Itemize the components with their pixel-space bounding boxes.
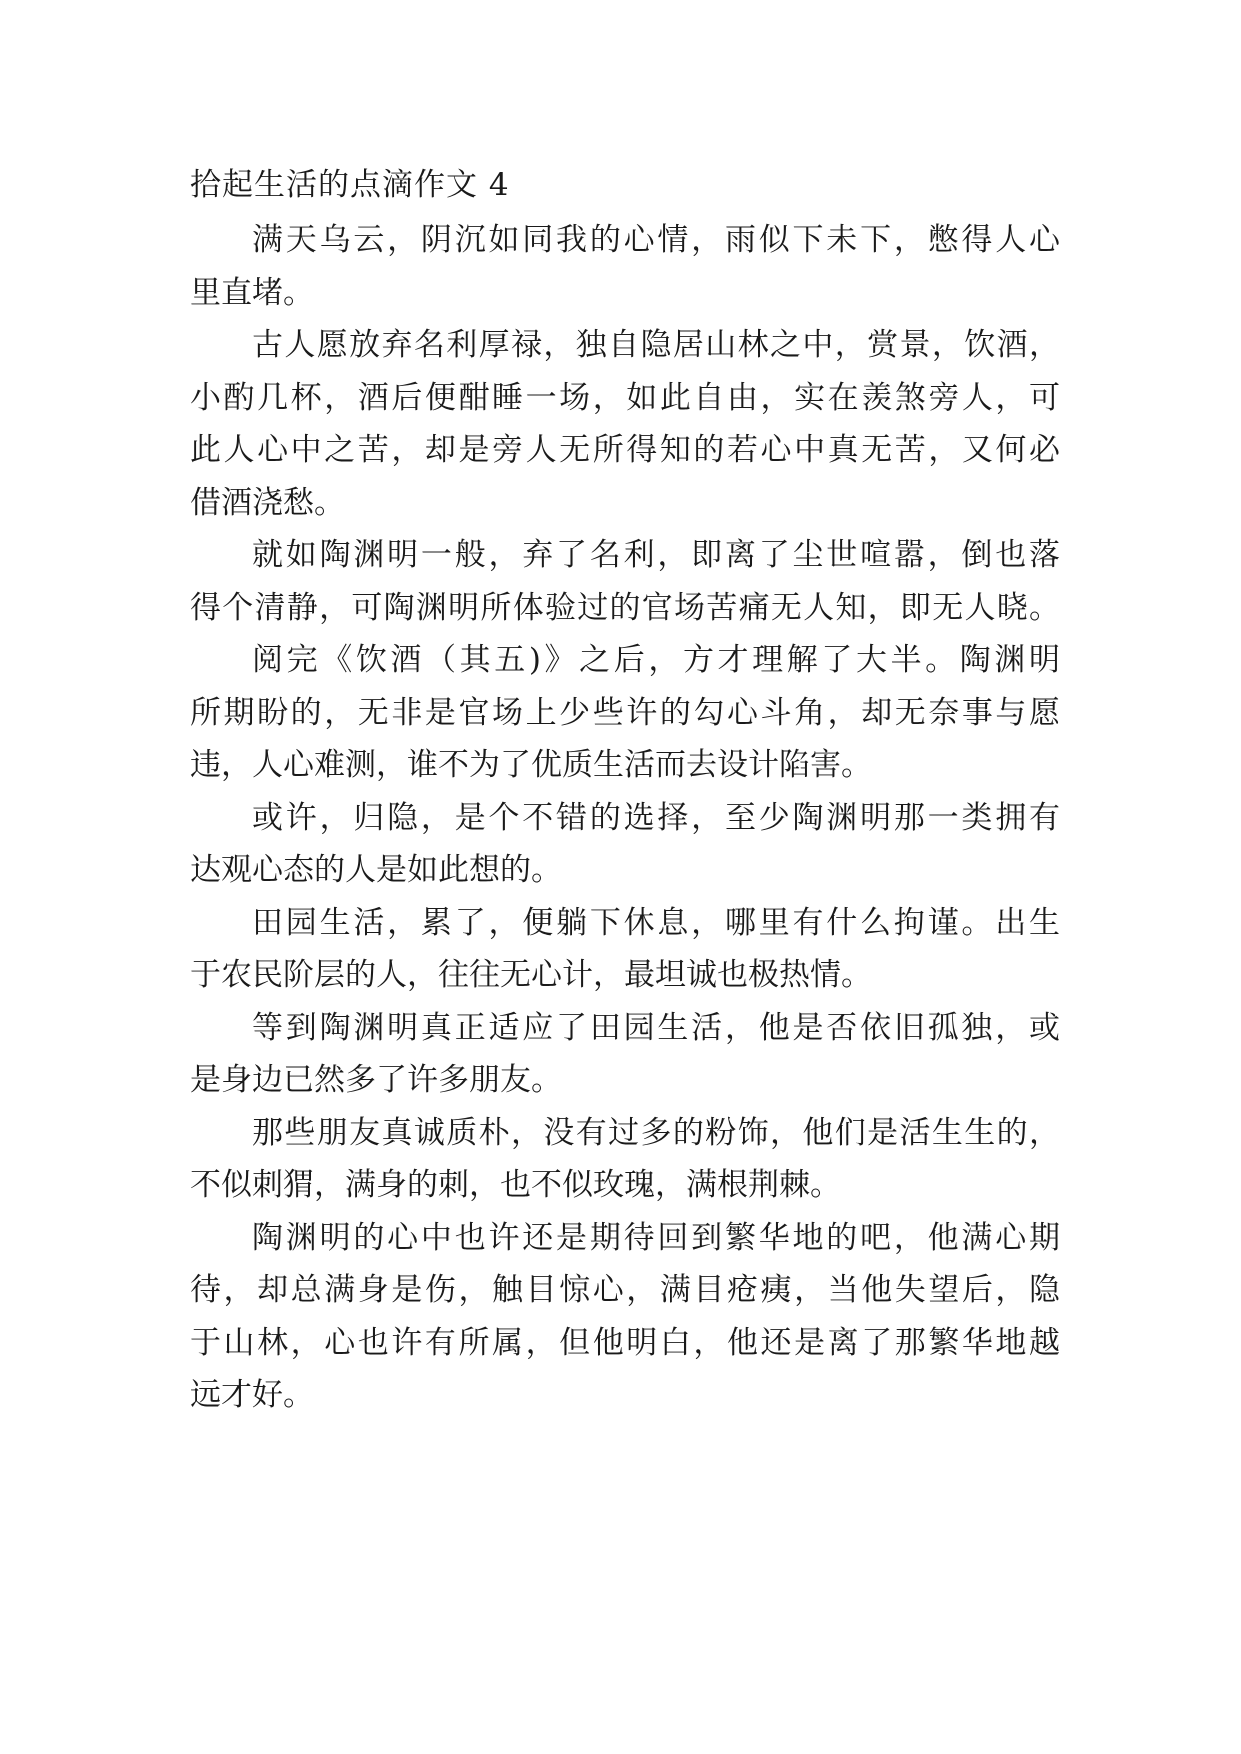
paragraph-line: 待，却总满身是伤，触目惊心，满目疮痍，当他失望后，隐 <box>190 1272 1060 1308</box>
paragraph-line: 那些朋友真诚质朴，没有过多的粉饰，他们是活生生的， <box>252 1115 1060 1151</box>
paragraph-line: 所期盼的，无非是官场上少些许的勾心斗角，却无奈事与愿 <box>190 695 1060 731</box>
paragraph-line: 违，人心难测，谁不为了优质生活而去设计陷害。 <box>190 747 872 783</box>
paragraph-line: 是身边已然多了许多朋友。 <box>190 1062 562 1098</box>
paragraph-line: 古人愿放弃名利厚禄，独自隐居山林之中，赏景，饮酒， <box>252 327 1060 363</box>
paragraph-line: 得个清静，可陶渊明所体验过的官场苦痛无人知，即无人晓。 <box>190 590 1060 626</box>
paragraph-line: 不似刺猬，满身的刺，也不似玫瑰，满根荆棘。 <box>190 1167 841 1203</box>
paragraph-line: 达观心态的人是如此想的。 <box>190 852 562 888</box>
paragraph-line: 或许，归隐，是个不错的选择，至少陶渊明那一类拥有 <box>252 800 1060 836</box>
paragraph-line: 满天乌云，阴沉如同我的心情，雨似下未下，憋得人心 <box>252 222 1060 258</box>
paragraph-line: 于山林，心也许有所属，但他明白，他还是离了那繁华地越 <box>190 1325 1060 1361</box>
document-title: 拾起生活的点滴作文 4 <box>190 167 510 203</box>
paragraph-line: 于农民阶层的人，往往无心计，最坦诚也极热情。 <box>190 957 872 993</box>
paragraph-line: 陶渊明的心中也许还是期待回到繁华地的吧，他满心期 <box>252 1220 1060 1256</box>
paragraph-line: 借酒浇愁。 <box>190 485 345 521</box>
paragraph-line: 里直堵。 <box>190 275 314 311</box>
paragraph-line: 田园生活，累了，便躺下休息，哪里有什么拘谨。出生 <box>252 905 1060 941</box>
paragraph-line: 就如陶渊明一般，弃了名利，即离了尘世喧嚣，倒也落 <box>252 537 1060 573</box>
paragraph-line: 小酌几杯，酒后便酣睡一场，如此自由，实在羡煞旁人，可 <box>190 380 1060 416</box>
paragraph-line: 远才好。 <box>190 1377 314 1413</box>
paragraph-line: 此人心中之苦，却是旁人无所得知的若心中真无苦，又何必 <box>190 432 1060 468</box>
paragraph-line: 阅完《饮酒（其五)》之后，方才理解了大半。陶渊明 <box>252 642 1060 678</box>
paragraph-line: 等到陶渊明真正适应了田园生活，他是否依旧孤独，或 <box>252 1010 1060 1046</box>
